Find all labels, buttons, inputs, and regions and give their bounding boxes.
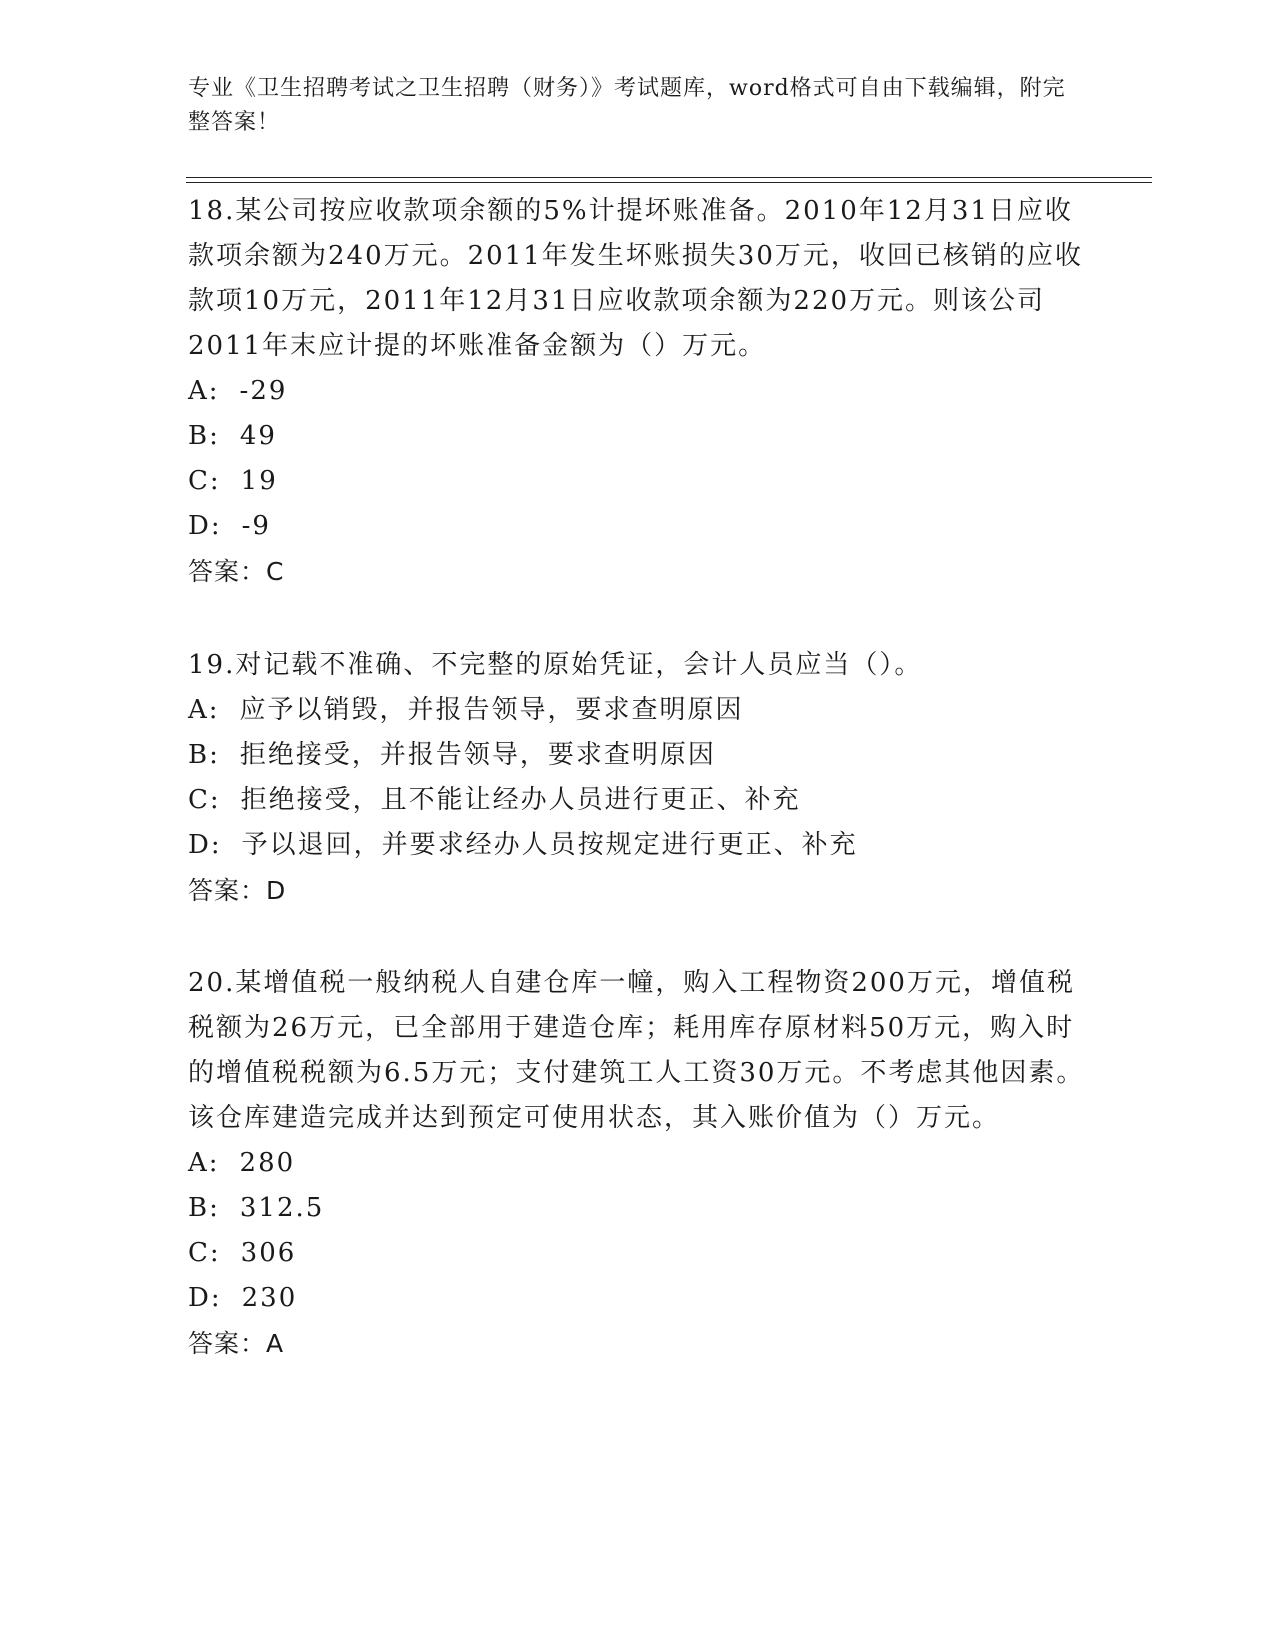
option-text: 230 — [241, 1283, 298, 1313]
question-18 — [188, 189, 1088, 594]
option-key: B — [188, 740, 210, 770]
option-text: 306 — [240, 1238, 297, 1268]
question-stem: 18.某公司按应收款项余额的5%计提坏账准备。2010年12月31日应收款项余额为240万元。2011年发生坏账损失30万元，收回已核销的应收款项10万元，2011年12月31日应收款项余额为220万元。则该公司2011年末应计提的坏账准备金额为（）万元。 — [188, 196, 1083, 361]
header-divider-bottom — [186, 182, 1152, 183]
header-divider-top — [186, 177, 1152, 178]
option-text: 312.5 — [239, 1193, 325, 1223]
option-key: B — [188, 421, 210, 451]
option-text: 19 — [240, 466, 278, 496]
option-b: B: 49 — [188, 414, 1088, 459]
option-key: D — [188, 1283, 211, 1313]
option-key: D — [188, 830, 211, 860]
option-a: A: 应予以销毁，并报告领导，要求查明原因 — [188, 688, 1088, 733]
option-d: D: 予以退回，并要求经办人员按规定进行更正、补充 — [188, 823, 1088, 868]
option-key: A — [188, 376, 209, 406]
option-b: B: 312.5 — [188, 1186, 1088, 1231]
option-text: 予以退回，并要求经办人员按规定进行更正、补充 — [241, 830, 858, 860]
option-c: C: 306 — [188, 1231, 1088, 1276]
option-d: D: 230 — [188, 1276, 1088, 1321]
answer-line: 答案：D — [188, 876, 287, 905]
option-key: C — [188, 466, 210, 496]
option-text: 拒绝接受，并报告领导，要求查明原因 — [239, 740, 716, 770]
option-a: A: 280 — [188, 1141, 1088, 1186]
option-b: B: 拒绝接受，并报告领导，要求查明原因 — [188, 733, 1088, 778]
option-a: A: -29 — [188, 369, 1088, 414]
option-key: A — [188, 695, 209, 725]
document-intro: 专业《卫生招聘考试之卫生招聘（财务）》考试题库，word格式可自由下载编辑，附完整答案！ — [188, 76, 1066, 135]
answer-line: 答案：C — [188, 557, 285, 586]
option-text: -9 — [241, 511, 271, 541]
option-c: C: 拒绝接受，且不能让经办人员进行更正、补充 — [188, 778, 1088, 823]
option-text: 49 — [239, 421, 277, 451]
option-key: C — [188, 785, 210, 815]
option-key: B — [188, 1193, 210, 1223]
answer-line: 答案：A — [188, 1329, 285, 1358]
option-d: D: -9 — [188, 504, 1088, 549]
option-text: 280 — [239, 1148, 296, 1178]
option-text: 应予以销毁，并报告领导，要求查明原因 — [239, 695, 744, 725]
question-19 — [188, 643, 1088, 913]
question-stem: 19.对记载不准确、不完整的原始凭证，会计人员应当（）。 — [188, 650, 923, 680]
option-text: 拒绝接受，且不能让经办人员进行更正、补充 — [240, 785, 801, 815]
option-text: -29 — [239, 376, 288, 406]
question-20 — [188, 961, 1088, 1366]
option-c: C: 19 — [188, 459, 1088, 504]
option-key: D — [188, 511, 211, 541]
option-key: A — [188, 1148, 209, 1178]
question-stem: 20.某增值税一般纳税人自建仓库一幢，购入工程物资200万元，增值税税额为26万元，已全部用于建造仓库；耗用库存原材料50万元，购入时的增值税税额为6.5万元；支付建筑工人工资30万元。不考虑其他因素。该仓库建造完成并达到预定可使用状态，其入账价值为（）万元。 — [188, 968, 1085, 1133]
option-key: C — [188, 1238, 210, 1268]
